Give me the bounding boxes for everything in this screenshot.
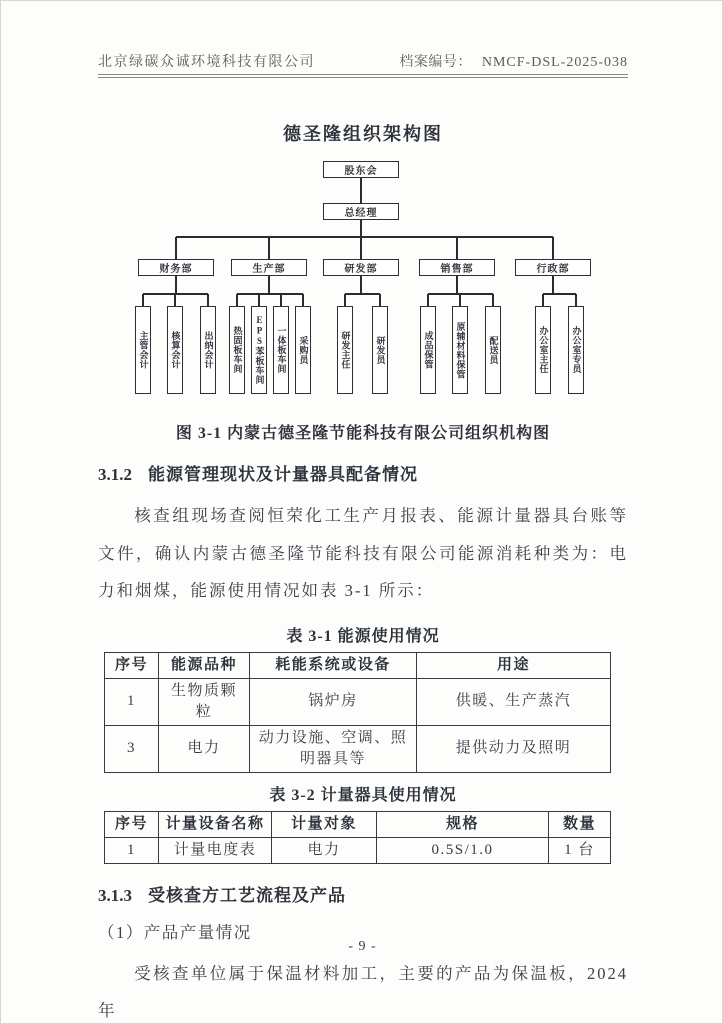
table-cell: 生物质颗粒 <box>159 678 250 725</box>
table-cell: 3 <box>105 725 159 772</box>
orgchart-role: 采购员 <box>295 306 311 394</box>
paragraph-product: 受核查单位属于保温材料加工，主要的产品为保温板，2024 年 <box>98 963 628 1020</box>
table-row <box>105 678 611 725</box>
table-cell: 1 <box>105 837 159 863</box>
orgchart-role: 主管会计 <box>135 306 151 394</box>
table-header-cell: 用途 <box>417 652 611 678</box>
orgchart-title: 德圣隆组织架构图 <box>283 124 443 144</box>
table-header-cell: 耗能系统或设备 <box>250 652 417 678</box>
orgchart-role: 研发员 <box>372 306 388 394</box>
orgchart-role: 办公室主任 <box>535 306 551 394</box>
page-header <box>98 1 628 78</box>
table-header-row <box>105 652 611 678</box>
table-cell: 提供动力及照明 <box>417 725 611 772</box>
orgchart-role: 核算会计 <box>167 306 183 394</box>
table-header-cell: 数量 <box>549 811 611 837</box>
table-cell: 电力 <box>159 725 250 772</box>
table-cell: 电力 <box>272 837 377 863</box>
table-header-cell: 规格 <box>377 811 549 837</box>
orgchart-diagram <box>98 159 628 401</box>
orgchart-dept-rnd: 研发部 <box>323 259 399 276</box>
orgchart-dept-production: 生产部 <box>231 259 307 276</box>
section-title: 能源管理现状及计量器具配备情况 <box>148 465 418 484</box>
orgchart-role: EPS苯板车间 <box>251 306 267 394</box>
table-row <box>105 725 611 772</box>
header-company-name: 北京绿碳众诚环境科技有限公司 <box>98 55 315 70</box>
section-title: 受核查方工艺流程及产品 <box>148 885 346 905</box>
subsection-heading: （1）产品产量情况 <box>98 922 252 942</box>
orgchart-node-root: 股东会 <box>323 161 399 178</box>
table-header-cell: 计量对象 <box>272 811 377 837</box>
table-cell: 0.5S/1.0 <box>377 837 549 863</box>
archive-label: 档案编号： <box>399 55 472 70</box>
archive-number: NMCF-DSL-2025-038 <box>481 55 628 70</box>
table-cell: 1 <box>105 678 159 725</box>
orgchart-dept-sales: 销售部 <box>419 259 495 276</box>
energy-usage-table <box>104 652 611 773</box>
table2-title: 表 3-2 计量器具使用情况 <box>269 786 457 804</box>
table-cell: 供暖、生产蒸汽 <box>417 678 611 725</box>
table-header-row <box>105 811 611 837</box>
orgchart-role: 原辅材料保管 <box>452 306 468 394</box>
table-row <box>105 837 611 863</box>
orgchart-role: 出纳会计 <box>200 306 216 394</box>
table-header-cell: 能源品种 <box>159 652 250 678</box>
orgchart-role: 一体板车间 <box>273 306 289 394</box>
table-cell: 动力设施、空调、照明器具等 <box>250 725 417 772</box>
orgchart-dept-finance: 财务部 <box>138 259 214 276</box>
section-heading-312 <box>98 460 628 485</box>
orgchart-role: 配送员 <box>485 306 501 394</box>
page-number: - 9 - <box>348 939 377 954</box>
orgchart-dept-admin: 行政部 <box>515 259 591 276</box>
section-number: 3.1.3 <box>98 885 132 905</box>
section-heading-313 <box>98 881 628 906</box>
figure-caption: 图 3-1 内蒙古德圣隆节能科技有限公司组织机构图 <box>175 425 551 442</box>
paragraph-energy: 核查组现场查阅恒荣化工生产月报表、能源计量器具台账等文件，确认内蒙古德圣隆节能科技有限公司能源消耗种类为：电力和烟煤，能源使用情况如表 3-1 所示： <box>98 506 628 600</box>
orgchart-role: 研发主任 <box>337 306 353 394</box>
table-cell: 锅炉房 <box>250 678 417 725</box>
orgchart-role: 成品保管 <box>420 306 436 394</box>
table1-title: 表 3-1 能源使用情况 <box>286 627 440 645</box>
table-header-cell: 计量设备名称 <box>159 811 272 837</box>
table-header-cell: 序号 <box>105 652 159 678</box>
table-header-cell: 序号 <box>105 811 159 837</box>
table-cell: 计量电度表 <box>159 837 272 863</box>
metering-devices-table <box>104 811 611 864</box>
section-number: 3.1.2 <box>98 465 132 484</box>
orgchart-role: 热固板车间 <box>229 306 245 394</box>
table-cell: 1 台 <box>549 837 611 863</box>
header-archive <box>399 51 628 71</box>
orgchart-node-manager: 总经理 <box>323 203 399 220</box>
page-content <box>98 1 628 1024</box>
orgchart-role: 办公室专员 <box>568 306 584 394</box>
